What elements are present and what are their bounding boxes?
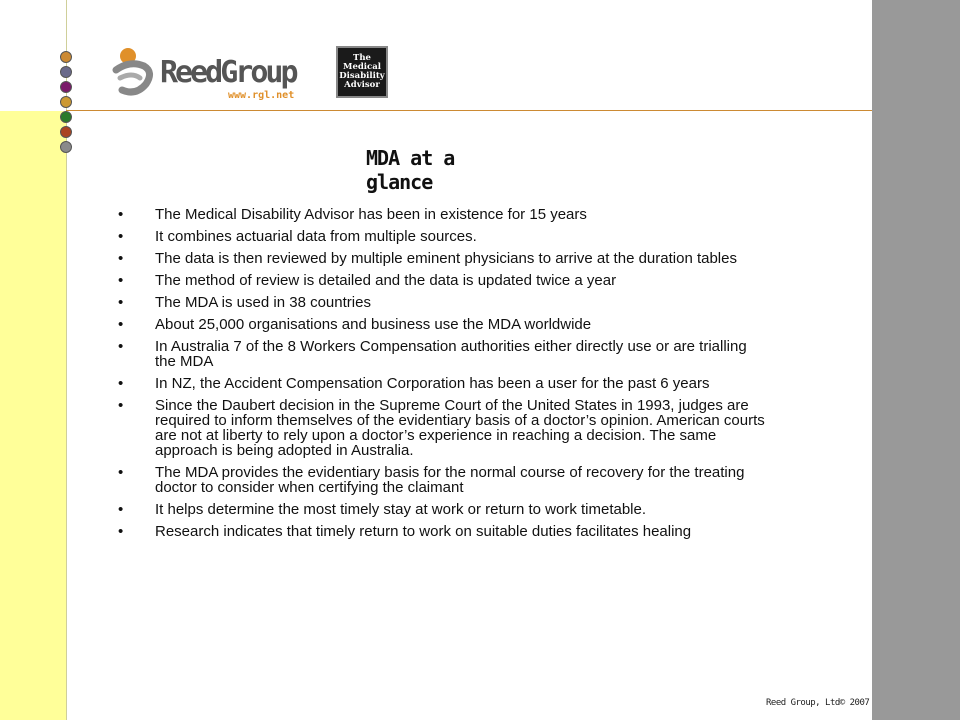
mda-logo <box>336 46 388 98</box>
bullet-item: • The Medical Disability Advisor has been in existence for 15 years <box>118 207 768 222</box>
bullet-item: • The data is then reviewed by multiple eminent physicians to arrive at the duration tables <box>118 251 768 266</box>
brand-text: ReedGroup <box>160 55 296 90</box>
decorative-dot-icon <box>60 66 72 78</box>
slide-title: MDA at a glance <box>366 146 455 194</box>
mda-logo-line: The <box>353 53 371 63</box>
copyright-footer: Reed Group, Ltd© 2007 <box>766 698 870 708</box>
mda-logo-line: Advisor <box>344 80 380 90</box>
left-yellow-band <box>0 111 66 720</box>
bullet-item: • It helps determine the most timely stay at work or return to work timetable. <box>118 502 768 517</box>
brand-url: www.rgl.net <box>228 90 295 101</box>
bullet-item: • The MDA provides the evidentiary basis for the normal course of recovery for the treating doctor to consider when certifying the claimant <box>118 465 768 495</box>
decorative-dot-icon <box>60 141 72 153</box>
reedgroup-logo-icon <box>110 44 310 104</box>
mda-logo-line: Disability <box>339 71 385 81</box>
bullet-item: • In NZ, the Accident Compensation Corporation has been a user for the past 6 years <box>118 376 768 391</box>
header-divider-line <box>66 110 872 111</box>
reedgroup-logo <box>110 44 310 104</box>
bullet-item: • The method of review is detailed and the data is updated twice a year <box>118 273 768 288</box>
decorative-dot-icon <box>60 51 72 63</box>
bullet-item: • Since the Daubert decision in the Supreme Court of the United States in 1993, judges are required to inform themselves of the evidentiary basis of a doctor’s opinion. American courts are not at liberty to rely upon a doctor’s experience in reaching a decision. The same approach is being adopted in Australia. <box>118 398 768 458</box>
mda-logo-line: Medical <box>343 62 381 72</box>
left-divider-line <box>66 0 67 720</box>
bullet-item: • In Australia 7 of the 8 Workers Compensation authorities either directly use or are trialling the MDA <box>118 339 768 369</box>
bullet-list <box>118 207 768 546</box>
decorative-dot-icon <box>60 81 72 93</box>
decorative-dot-icon <box>60 96 72 108</box>
bullet-item: • The MDA is used in 38 countries <box>118 295 768 310</box>
bullet-item: • About 25,000 organisations and business use the MDA worldwide <box>118 317 768 332</box>
right-gray-band <box>872 0 960 720</box>
bullet-item: • Research indicates that timely return to work on suitable duties facilitates healing <box>118 524 768 539</box>
decorative-dot-icon <box>60 126 72 138</box>
decorative-dot-icon <box>60 111 72 123</box>
bullet-item: • It combines actuarial data from multiple sources. <box>118 229 768 244</box>
